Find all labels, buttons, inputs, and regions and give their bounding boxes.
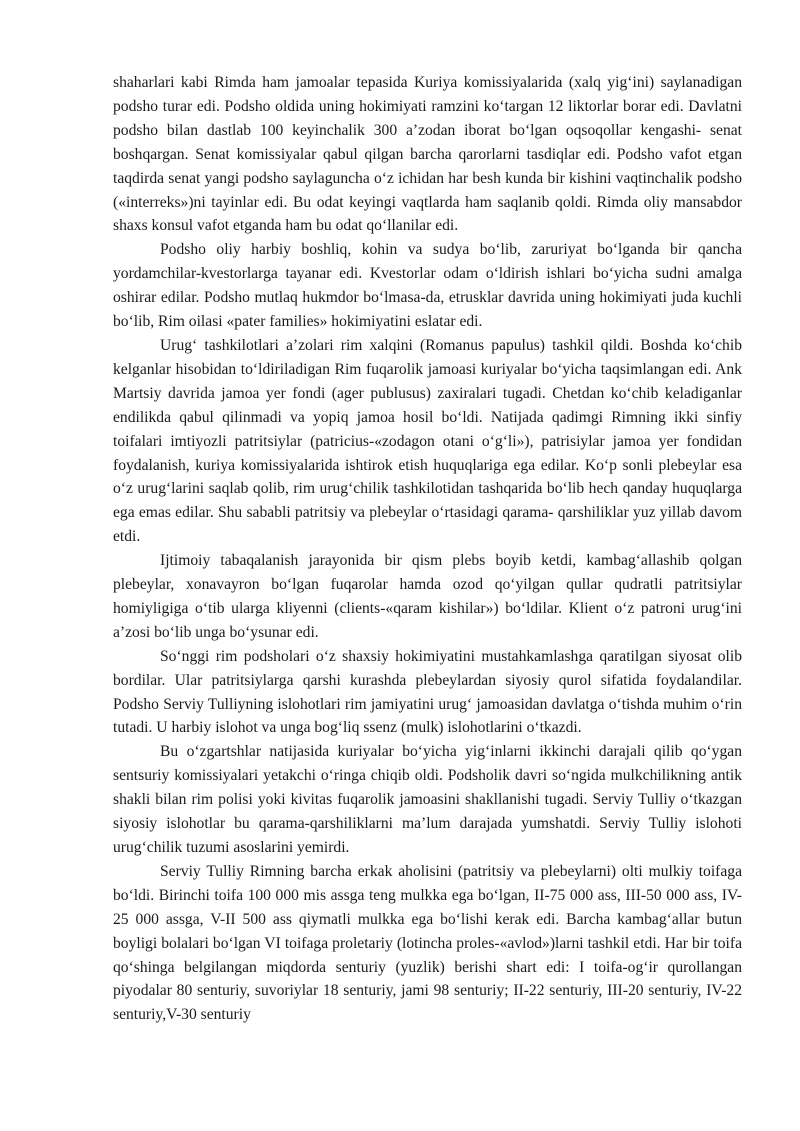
paragraph-1: shaharlari kabi Rimda ham jamoalar tepasida Kuriya komissiyalarida (xalq yig‘ini) saylanadigan podsho turar edi. Podsho oldida uning hokimiyati ramzini ko‘targan 12 liktorlar borar edi. Davlatni podsho bilan dastlab 100 keyinchalik 300 a’zodan iborat bo‘lgan oqsoqollar kengashi- senat boshqargan. Senat komissiyalar qabul qilgan barcha qarorlarni tasdiqlar edi. Podsho vafot etgan taqdirda senat yangi podsho saylaguncha o‘z ichidan har besh kunda bir kishini vaqtinchalik podsho («interreks»)ni tayinlar edi. Bu odat keyingi vaqtlarda ham saqlanib qoldi. Rimda oliy mansabdor shaxs konsul vafot etganda ham bu odat qo‘llanilar edi.	[113, 74, 742, 235]
paragraph-5: So‘nggi rim podsholari o‘z shaxsiy hokimiyatini mustahkamlashga qaratilgan siyosat olib bordilar. Ular patritsiylarga qarshi kurashda plebeylardan siyosiy qurol sifatida foydalandilar. Podsho Serviy Tulliyning islohotlari rim jamiyatini urug‘ jamoasidan davlatga o‘tishda muhim o‘rin tutadi. U harbiy islohot va unga bog‘liq ssenz (mulk) islohotlarini o‘tkazdi.	[113, 647, 742, 737]
paragraph-4: Ijtimoiy tabaqalanish jarayonida bir qism plebs boyib ketdi, kambag‘allashib qolgan plebeylar, xonavayron bo‘lgan fuqarolar hamda ozod qo‘yilgan qullar qudratli patritsiylar homiyligiga o‘tib ularga kliyenni (clients-«qaram kishilar») bo‘ldilar. Klient o‘z patroni urug‘ini a’zosi bo‘lib unga bo‘ysunar edi.	[113, 552, 742, 641]
paragraph-7: Serviy Tulliy Rimning barcha erkak aholisini (patritsiy va plebeylarni) olti mulkiy toifaga bo‘ldi. Birinchi toifa 100 000 mis assga teng mulkka ega bo‘lgan, II-75 000 ass, III-50 000 ass, IV-25 000 assga, V-II 500 ass qiymatli mulkka ega bo‘lishi kerak edi. Barcha kambag‘allar butun boyligi bolalari bo‘lgan VI toifaga proletariy (lotincha proles-«avlod»)larni tashkil etdi. Har bir toifa qo‘shinga belgilangan miqdorda senturiy (yuzlik) berishi shart edi: I toifa-og‘ir qurollangan piyodalar 80 senturiy, suvoriylar 18 senturiy, jami 98 senturiy; II-22 senturiy, III-20 senturiy, IV-22 senturiy,V-30 senturiy	[113, 862, 742, 1024]
document-page	[113, 71, 742, 1027]
paragraph-6: Bu o‘zgartshlar natijasida kuriyalar bo‘yicha yig‘inlarni ikkinchi darajali qilib qo‘ygan sentsuriy komissiyalari yetakchi o‘ringa chiqib oldi. Podsholik davri so‘ngida mulkchilikning antik shakli bilan rim polisi yoki kivitas fuqarolik jamoasini shakllanishi tugadi. Serviy Tulliy o‘tkazgan siyosiy islohotlar bu qarama-qarshiliklarni ma’lum darajada yumshatdi. Serviy Tulliy islohoti urug‘chilik tuzumi asoslarini yemirdi.	[113, 743, 742, 856]
paragraph-2: Podsho oliy harbiy boshliq, kohin va sudya bo‘lib, zaruriyat bo‘lganda bir qancha yordamchilar-kvestorlarga tayanar edi. Kvestorlar odam o‘ldirish ishlari bo‘yicha sudni amalga oshirar edilar. Podsho mutlaq hukmdor bo‘lmasa-da, etrusklar davrida uning hokimiyati juda kuchli bo‘lib, Rim oilasi «pater families» hokimiyatini eslatar edi.	[113, 241, 742, 331]
paragraph-3: Urug‘ tashkilotlari a’zolari rim xalqini (Romanus papulus) tashkil qildi. Boshda ko‘chib kelganlar hisobidan to‘ldiriladigan Rim fuqarolik jamoasi kuriyalar bo‘yicha taqsimlangan edi. Ank Martsiy davrida jamoa yer fondi (ager publusus) zaxiralari tugadi. Chetdan ko‘chib keladiganlar endilikda qabul qilinmadi va yopiq jamoa hosil bo‘ldi. Natijada qadimgi Rimning ikki sinfiy toifalari imtiyozli patritsiylar (patricius-«zodagon otani o‘g‘li»), patrisiylar jamoa yer fondidan foydalanish, kuriya komissiyalarida ishtirok etish huquqlariga ega edilar. Ko‘p sonli plebeylar esa o‘z urug‘larini saqlab qolib, rim urug‘chilik tashkilotidan tashqarida bo‘lib hech qanday huquqlarga ega emas edilar. Shu sababli patritsiy va plebeylar o‘rtasidagi qarama- qarshiliklar yuz yillab davom etdi.	[113, 336, 742, 546]
